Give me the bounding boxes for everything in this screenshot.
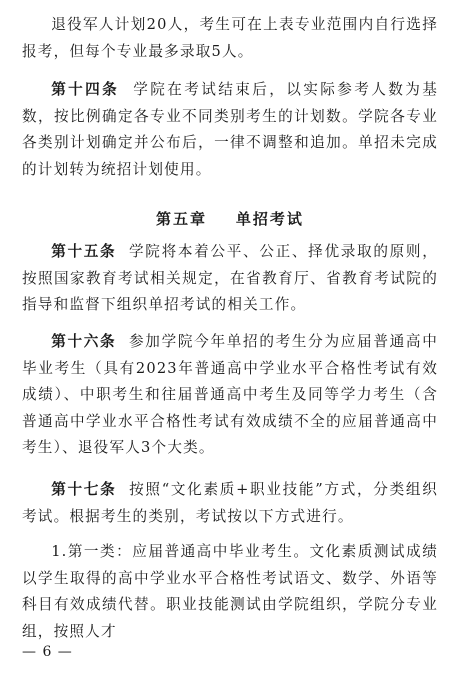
chapter-title: 第五章 单招考试 [156,210,304,228]
article-17-text: 按照“文化素质+职业技能”方式，分类组织考试。根据考生的类别，考试按以下方式进行。 [22,481,438,525]
article-16-label: 第十六条 [51,333,117,350]
list-item-1: 1.第一类：应届普通高中毕业考生。文化素质测试成绩以学生取得的高中学业水平合格性考试语文、数学、外语等科目有效成绩代替。职业技能测试由学院组织，学院分专业组，按照人才 [22,543,438,640]
article-15-label: 第十五条 [51,243,117,260]
article-14-label: 第十四条 [51,81,120,98]
article-14-text: 学院在考试结束后，以实际参考人数为基数，按比例确定各专业不同类别考生的计划数。学院各专业各类别计划确定并公布后，一律不调整和追加。单招未完成的计划转为统招计划使用。 [22,81,438,178]
page-number: — 6 — [22,644,73,660]
paragraph-veterans-quota: 退役军人计划20人，考生可在上表专业范围内自行选择报考，但每个专业最多录取5人。 [22,16,438,60]
article-17 [0,477,460,530]
article-16-text: 参加学院今年单招的考生分为应届普通高中毕业考生（具有2023年普通高中学业水平合格性考试有效成绩）、中职考生和往届普通高中考生及同等学力考生（含普通高中学业水平合格性考试有效成绩不全的应届普通高中考生）、退役军人3个大类。 [22,333,438,456]
article-17-label: 第十七条 [51,481,117,498]
article-15-text: 学院将本着公平、公正、择优录取的原则，按照国家教育考试相关规定，在省教育厅、省教育考试院的指导和监督下组织单招考试的相关工作。 [22,243,438,313]
article-16 [0,329,460,462]
article-14 [0,77,460,183]
article-15 [0,239,460,319]
